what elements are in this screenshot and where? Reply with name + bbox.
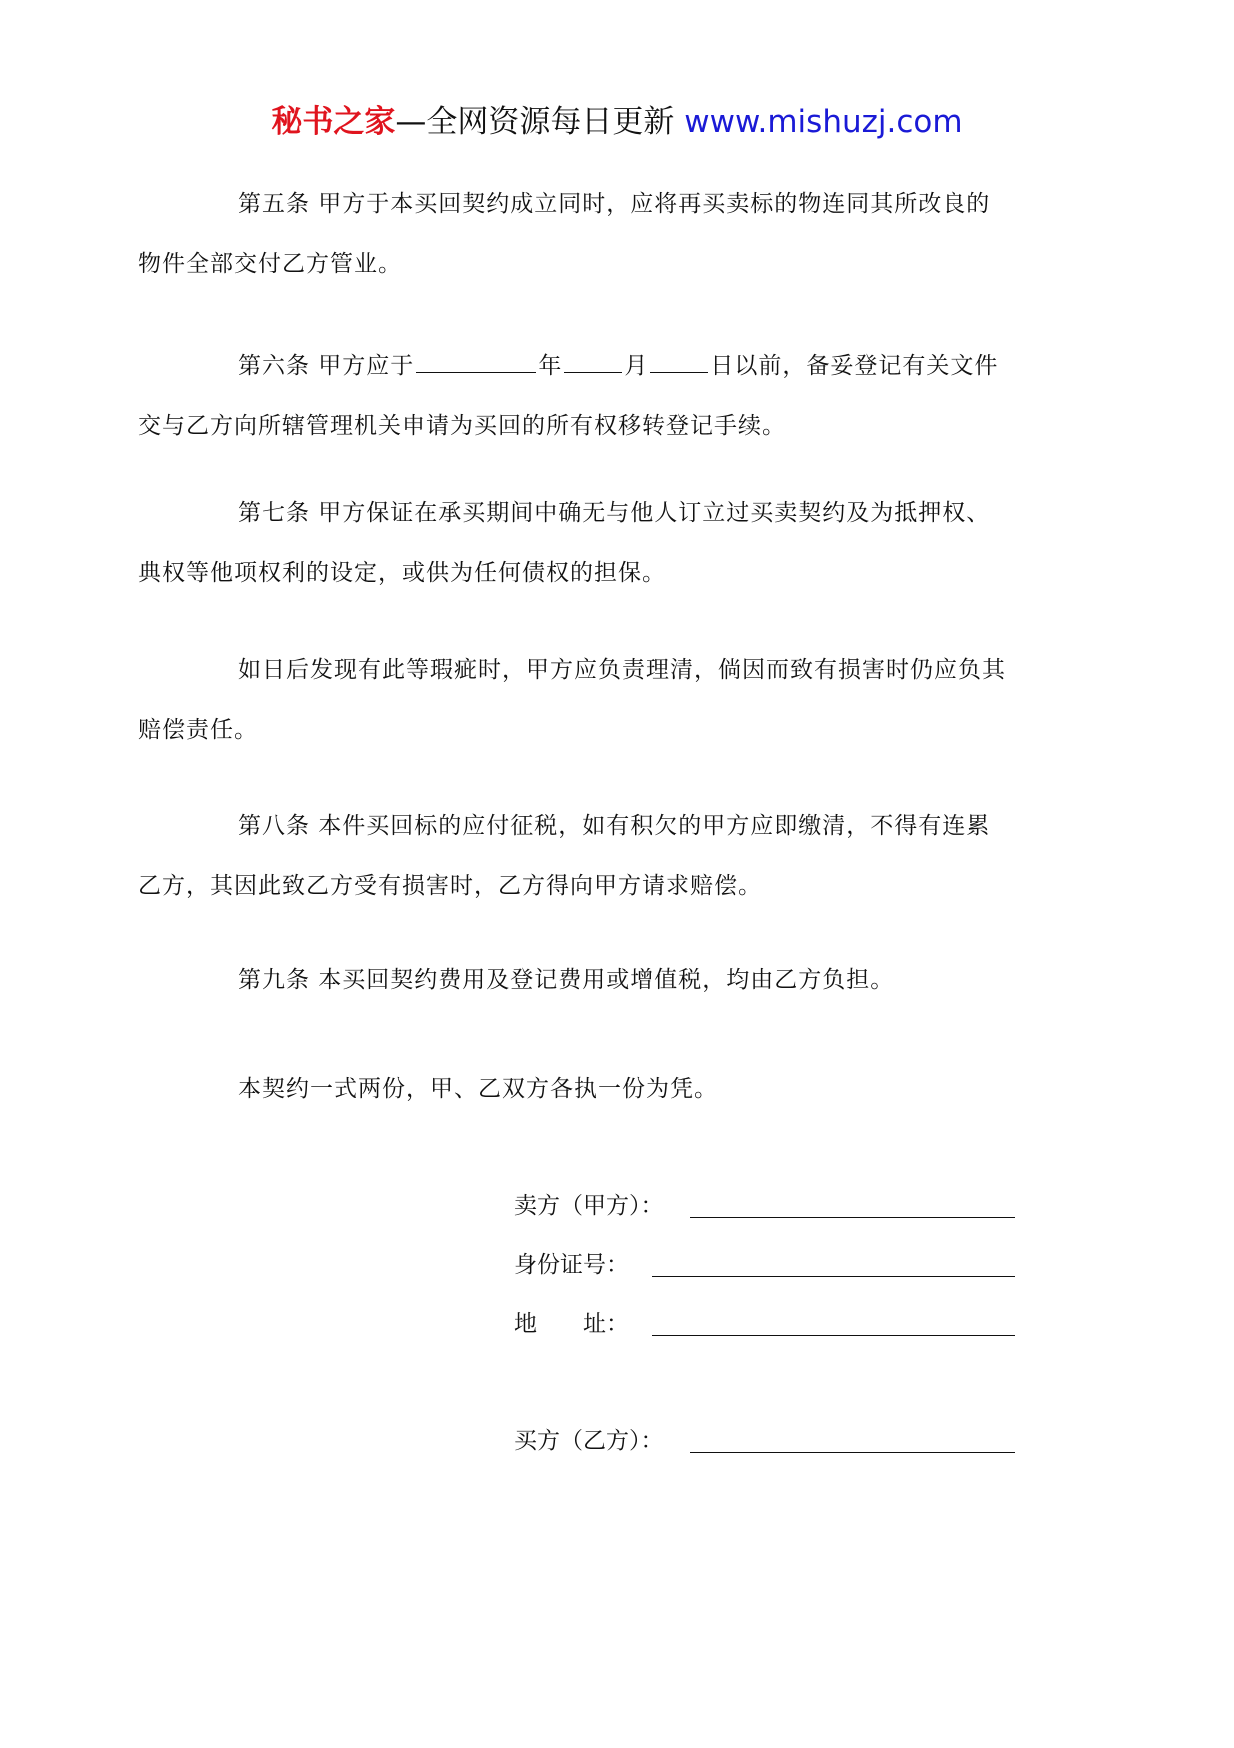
article-8 — [138, 796, 1048, 916]
address-label: 地 址： — [514, 1311, 629, 1337]
buyer-label: 买方（乙方）： — [514, 1428, 664, 1454]
month-blank — [564, 371, 622, 373]
article-6-tail: 日以前，备妥登记有关文件 — [710, 353, 999, 379]
article-9 — [188, 950, 1048, 1010]
id-number-label: 身份证号： — [514, 1252, 629, 1278]
month-label: 月 — [624, 353, 649, 379]
seller-signature-row — [514, 1186, 1014, 1226]
article-5-line-1: 第五条 甲方于本买回契约成立同时，应将再买卖标的物连同其所改良的 — [238, 191, 991, 217]
buyer-signature-line[interactable] — [690, 1452, 1015, 1453]
site-url[interactable]: www.mishuzj.com — [684, 104, 963, 140]
article-8-line-2: 乙方，其因此致乙方受有损害时，乙方得向甲方请求赔偿。 — [138, 873, 762, 899]
copies-clause — [188, 1059, 1048, 1119]
address-row — [514, 1304, 1014, 1344]
article-6-lead: 第六条 甲方应于 — [238, 353, 415, 379]
year-label: 年 — [538, 353, 563, 379]
header-tagline: —全网资源每日更新 — [395, 104, 685, 140]
defect-note-line-1: 如日后发现有此等瑕疵时，甲方应负责理清，倘因而致有损害时仍应负其 — [238, 657, 1006, 683]
id-number-line[interactable] — [652, 1276, 1015, 1277]
year-blank — [416, 371, 536, 373]
article-6-line-1 — [188, 336, 1048, 396]
article-6-line-2: 交与乙方向所辖管理机关申请为买回的所有权移转登记手续。 — [138, 413, 786, 439]
id-number-row — [514, 1245, 1014, 1285]
article-7-line-2: 典权等他项权利的设定，或供为任何债权的担保。 — [138, 560, 666, 586]
article-5-line-2: 物件全部交付乙方管业。 — [138, 251, 402, 277]
page-header — [0, 100, 1234, 144]
brand-name: 秘书之家 — [271, 104, 396, 140]
seller-label: 卖方（甲方）： — [514, 1193, 664, 1219]
buyer-signature-row — [514, 1421, 1014, 1461]
defect-note — [138, 640, 1048, 760]
day-blank — [650, 371, 708, 373]
article-5 — [138, 174, 1048, 294]
article-7 — [138, 483, 1048, 603]
seller-signature-line[interactable] — [690, 1217, 1015, 1218]
copies-line: 本契约一式两份，甲、乙双方各执一份为凭。 — [238, 1076, 718, 1102]
article-8-line-1: 第八条 本件买回标的应付征税，如有积欠的甲方应即缴清，不得有连累 — [238, 813, 991, 839]
article-6 — [138, 336, 1048, 456]
address-line[interactable] — [652, 1335, 1015, 1336]
article-7-line-1: 第七条 甲方保证在承买期间中确无与他人订立过买卖契约及为抵押权、 — [238, 500, 991, 526]
article-9-line: 第九条 本买回契约费用及登记费用或增值税，均由乙方负担。 — [238, 967, 895, 993]
defect-note-line-2: 赔偿责任。 — [138, 717, 258, 743]
